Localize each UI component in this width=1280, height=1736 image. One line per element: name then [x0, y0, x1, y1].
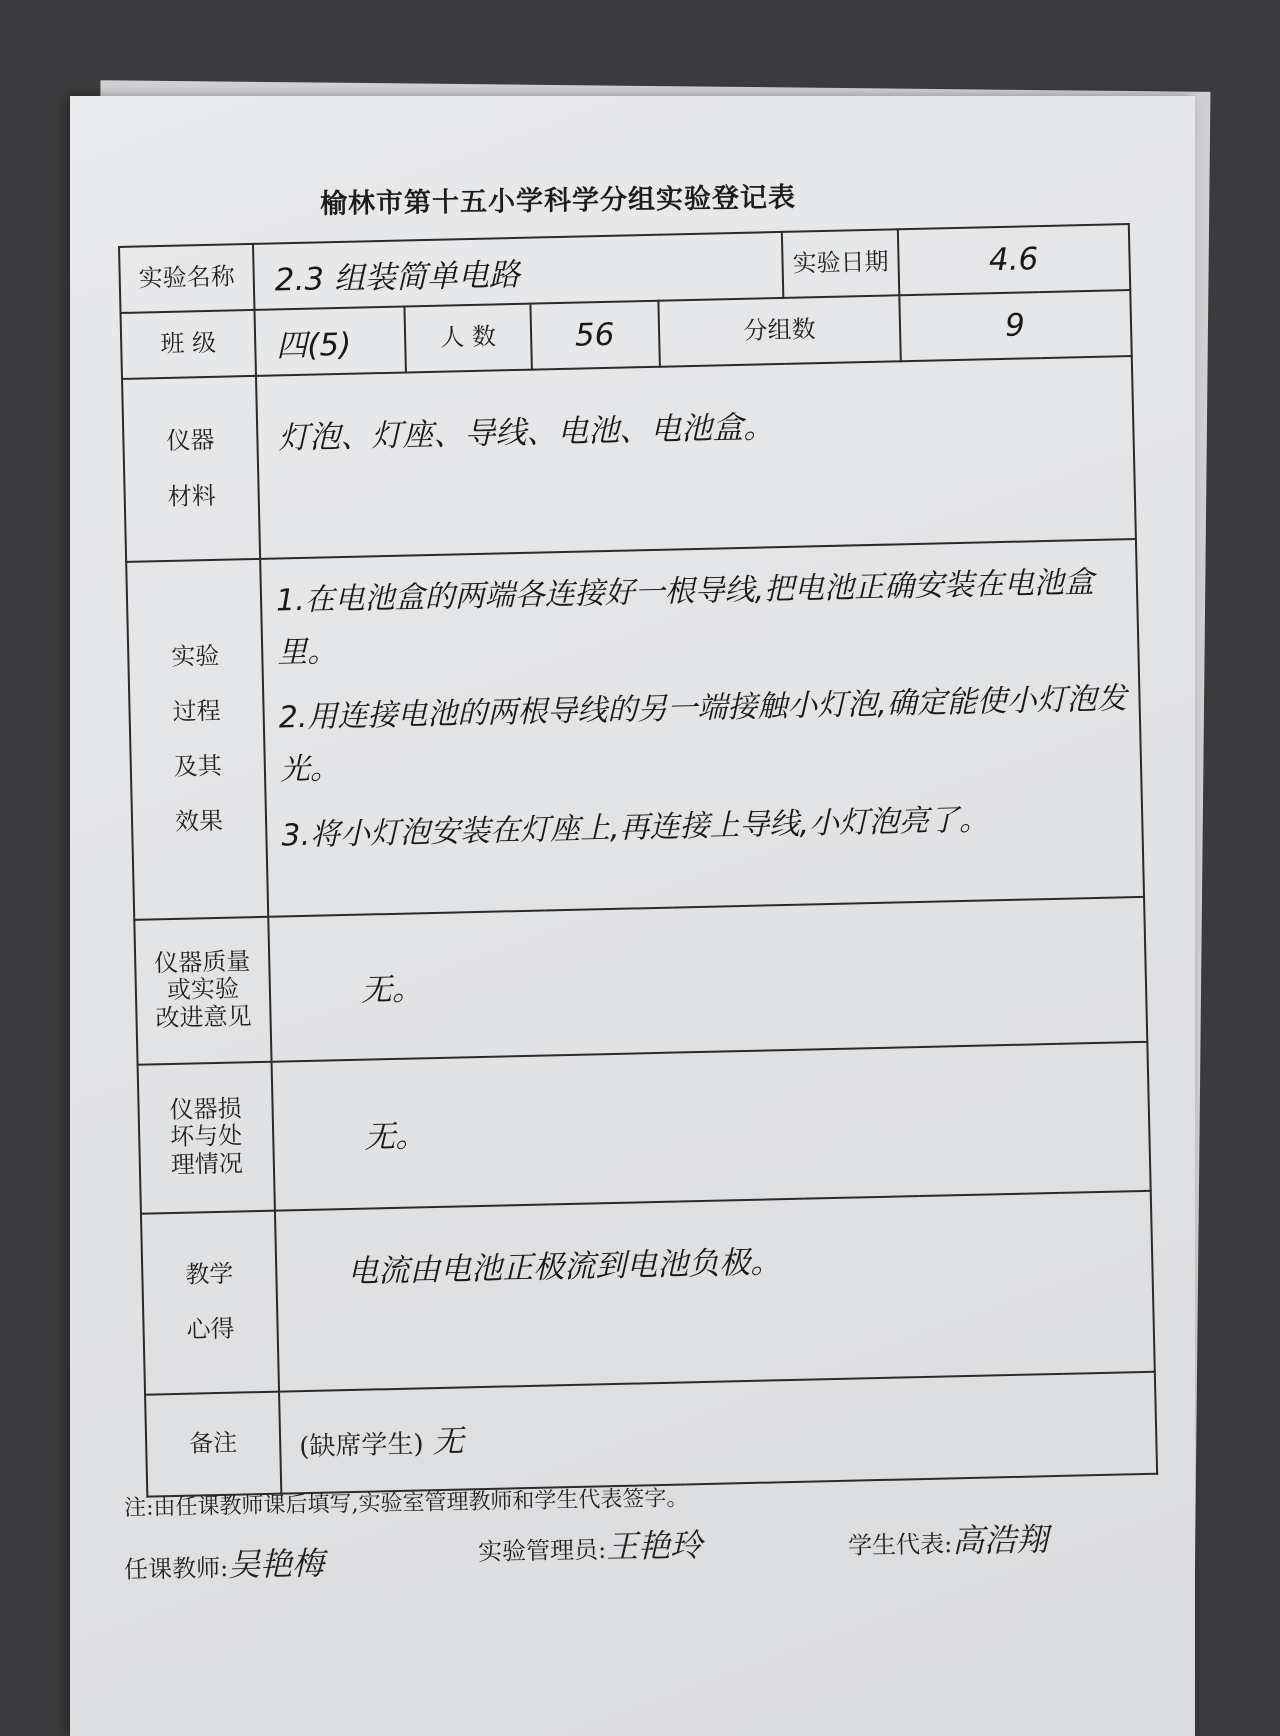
process-step-3: 3.将小灯泡安装在灯座上,再连接上导线,小灯泡亮了。: [281, 801, 990, 853]
label-teaching: [141, 1210, 279, 1394]
remarks-prefix: (缺席学生): [298, 1429, 424, 1463]
value-damage: 无。: [272, 1042, 1151, 1211]
label-class: 班 级: [121, 310, 256, 379]
value-quality: 无。: [268, 897, 1147, 1062]
value-teaching: 电流由电池正极流到电池负极。: [275, 1191, 1155, 1392]
row-materials: [122, 356, 1136, 562]
label-teaching-line2: 心得: [186, 1314, 235, 1344]
row-quality: [134, 897, 1147, 1065]
label-process-line4: 效果: [174, 806, 224, 837]
label-damage-line2: 坏与处: [169, 1121, 243, 1152]
label-process-line3: 及其: [173, 751, 223, 781]
label-student-count: 人 数: [404, 304, 531, 373]
row-remarks: [145, 1372, 1157, 1497]
row-teaching: [141, 1191, 1155, 1395]
value-student-count: 56: [530, 301, 659, 370]
form-title: 榆林市第十五小学科学分组实验登记表: [319, 182, 797, 220]
remarks-value: 无: [432, 1423, 465, 1461]
process-step-1: 1.在电池盒的两端各连接好一根导线,把电池正确安装在电池盒里。: [275, 565, 1095, 671]
form-table: [118, 223, 1158, 1498]
label-materials: [122, 376, 260, 562]
label-experiment-date: 实验日期: [782, 229, 899, 298]
footer-note: 注:由任课教师课后填写,实验室管理教师和学生代表签字。: [123, 1486, 689, 1521]
row-process: [126, 539, 1144, 920]
label-materials-line2: 材料: [167, 481, 217, 511]
row-damage: [138, 1042, 1151, 1214]
value-materials: 灯泡、灯座、导线、电池、电池盒。: [256, 356, 1136, 559]
admin-signature-line: [478, 1520, 703, 1570]
value-experiment-date: 4.6: [898, 224, 1130, 295]
teacher-signature-line: [124, 1538, 325, 1587]
label-process: [126, 559, 268, 920]
label-quality-line3: 改进意见: [155, 1002, 252, 1033]
label-teaching-line1: 教学: [185, 1259, 234, 1289]
label-damage: [138, 1061, 275, 1213]
student-label: 学生代表:: [847, 1529, 953, 1560]
student-signature-line: [848, 1514, 1049, 1563]
teacher-signature: 吴艳梅: [227, 1544, 325, 1584]
label-materials-line1: 仪器: [166, 426, 215, 456]
value-remarks: [279, 1372, 1157, 1494]
process-step-2: 2.用连接电池的两根导线的另一端接触小灯泡,确定能使小灯泡发光。: [278, 681, 1128, 788]
admin-signature: 王艳玲: [605, 1526, 703, 1566]
label-quality-line2: 或实验: [166, 974, 240, 1005]
value-process: [260, 539, 1144, 917]
label-damage-line1: 仪器损: [169, 1094, 242, 1124]
value-experiment-name: 2.3 组装简单电路: [253, 232, 783, 310]
label-quality-line1: 仪器质量: [153, 947, 251, 978]
value-class: 四(5): [254, 307, 405, 376]
label-damage-line3: 理情况: [170, 1149, 244, 1180]
admin-label: 实验管理员:: [477, 1535, 607, 1566]
experiment-form: [118, 223, 1156, 1498]
label-process-line2: 过程: [172, 696, 221, 726]
label-experiment-name: 实验名称: [119, 244, 254, 313]
value-group-count: 9: [899, 290, 1131, 361]
label-process-line1: 实验: [171, 641, 220, 671]
label-remarks: 备注: [145, 1391, 281, 1496]
teacher-label: 任课教师:: [123, 1553, 229, 1584]
label-group-count: 分组数: [658, 295, 900, 366]
label-quality: [134, 917, 271, 1065]
student-signature: 高浩翔: [951, 1520, 1049, 1560]
